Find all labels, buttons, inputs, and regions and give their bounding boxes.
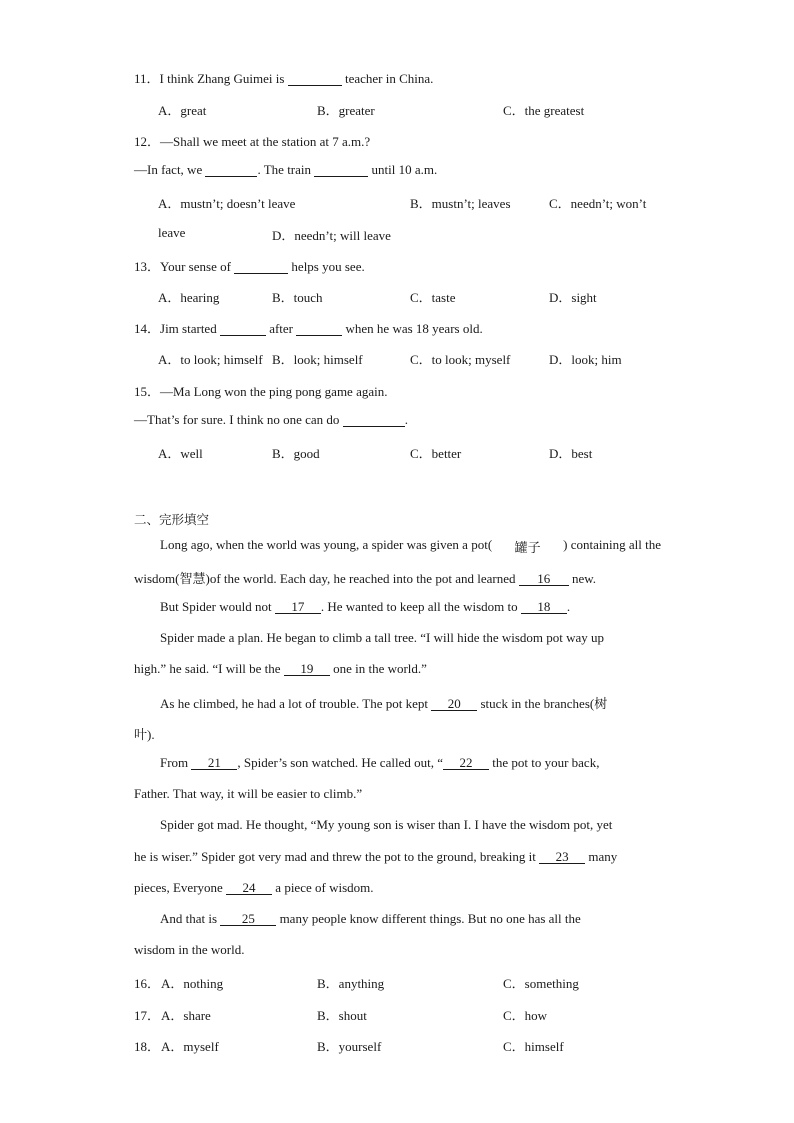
- question-12-line2: [134, 162, 437, 178]
- answer-blank: [205, 164, 257, 177]
- passage-line: wisdom(智慧)of the world. Each day, he reached into the pot and learned 16 new.: [134, 571, 597, 586]
- passage-line: From 21 , Spider’s son watched. He called out, “ 22 the pot to your back,: [160, 755, 600, 770]
- passage-line: But Spider would not 17 . He wanted to keep all the wisdom to 18 .: [160, 599, 571, 614]
- question-number: 12．: [134, 134, 161, 149]
- blank-25[interactable]: 25: [220, 913, 276, 926]
- blank-24[interactable]: 24: [226, 882, 272, 895]
- option-c[interactable]: C．something: [503, 976, 579, 991]
- option-b[interactable]: B．mustn’t; leaves: [410, 196, 511, 211]
- option-c[interactable]: C．better: [410, 446, 462, 461]
- answer-blank: [220, 323, 266, 336]
- passage-line: Spider made a plan. He began to climb a tall tree. “I will hide the wisdom pot way up: [160, 630, 605, 645]
- blank-23[interactable]: 23: [539, 851, 585, 864]
- passage-line: 叶).: [134, 727, 155, 742]
- passage-line: high.” he said. “I will be the 19 one in the world.”: [134, 661, 427, 676]
- question-11-stem: [134, 68, 433, 87]
- option-d[interactable]: D．needn’t; will leave: [272, 228, 391, 243]
- option-c-continued: leave: [158, 225, 186, 240]
- stem-text: teacher in China.: [344, 71, 434, 86]
- question-number: 14．: [134, 321, 161, 336]
- blank-20[interactable]: 20: [431, 698, 477, 711]
- option-d[interactable]: D．best: [549, 446, 593, 461]
- blank-17[interactable]: 17: [275, 601, 321, 614]
- option-a[interactable]: A．myself: [161, 1039, 219, 1054]
- option-b[interactable]: B．shout: [317, 1008, 367, 1023]
- answer-blank: [343, 414, 405, 427]
- blank-18[interactable]: 18: [521, 601, 567, 614]
- option-c[interactable]: C．how: [503, 1008, 548, 1023]
- stem-text: until 10 a.m.: [371, 162, 438, 177]
- blank-22[interactable]: 22: [443, 757, 489, 770]
- stem-text: helps you see.: [291, 259, 365, 274]
- passage-line: he is wiser.” Spider got very mad and threw the pot to the ground, breaking it 23 many: [134, 849, 618, 864]
- option-c[interactable]: C．to look; myself: [410, 352, 511, 367]
- stem-text: —That’s for sure. I think no one can do: [134, 412, 340, 427]
- option-a[interactable]: A．great: [158, 103, 207, 118]
- option-c[interactable]: C．taste: [410, 290, 456, 305]
- option-b[interactable]: B．yourself: [317, 1039, 382, 1054]
- option-b[interactable]: B．good: [272, 446, 320, 461]
- blank-19[interactable]: 19: [284, 663, 330, 676]
- option-c[interactable]: C．the greatest: [503, 103, 585, 118]
- stem-text: after: [269, 321, 294, 336]
- stem-text: I think Zhang Guimei is: [159, 71, 285, 86]
- question-16-number: 16．: [134, 976, 161, 991]
- passage-line: wisdom in the world.: [134, 942, 245, 957]
- option-d[interactable]: D．sight: [549, 290, 597, 305]
- passage-line: pieces, Everyone 24 a piece of wisdom.: [134, 880, 374, 895]
- option-a[interactable]: A．share: [161, 1008, 211, 1023]
- option-a[interactable]: A．nothing: [161, 976, 224, 991]
- option-a[interactable]: A．hearing: [158, 290, 220, 305]
- answer-blank: [288, 73, 342, 86]
- option-b[interactable]: B．anything: [317, 976, 385, 991]
- question-13-stem: [134, 256, 365, 275]
- option-b[interactable]: B．look; himself: [272, 352, 363, 367]
- stem-text: —Ma Long won the ping pong game again.: [160, 384, 388, 399]
- question-15-line2: [134, 412, 408, 428]
- question-12-stem: [134, 131, 370, 150]
- passage-line: Father. That way, it will be easier to climb.”: [134, 786, 363, 801]
- option-b[interactable]: B．greater: [317, 103, 375, 118]
- answer-blank: [296, 323, 342, 336]
- option-a[interactable]: A．to look; himself: [158, 352, 263, 367]
- question-18-number: 18．: [134, 1039, 161, 1054]
- question-15-stem: [134, 381, 387, 400]
- answer-blank: [234, 261, 288, 274]
- passage-line: And that is 25 many people know different things. But no one has all the: [160, 911, 581, 926]
- question-17-number: 17．: [134, 1008, 161, 1023]
- stem-text: Your sense of: [160, 259, 231, 274]
- question-14-stem: [134, 318, 483, 337]
- option-c[interactable]: C．needn’t; won’t: [549, 196, 647, 211]
- question-number: 11．: [134, 71, 160, 86]
- section-title: 二、完形填空: [134, 512, 210, 527]
- option-d[interactable]: D．look; him: [549, 352, 622, 367]
- option-b[interactable]: B．touch: [272, 290, 323, 305]
- option-c[interactable]: C．himself: [503, 1039, 564, 1054]
- passage-line: Spider got mad. He thought, “My young son is wiser than I. I have the wisdom pot, yet: [160, 817, 613, 832]
- stem-text: —Shall we meet at the station at 7 a.m.?: [160, 134, 371, 149]
- question-number: 13．: [134, 259, 161, 274]
- stem-text: Jim started: [160, 321, 217, 336]
- stem-text: .: [404, 412, 408, 427]
- stem-text: —In fact, we: [134, 162, 203, 177]
- blank-21[interactable]: 21: [191, 757, 237, 770]
- option-a[interactable]: A．well: [158, 446, 203, 461]
- passage-line: As he climbed, he had a lot of trouble. The pot kept 20 stuck in the branches(树: [160, 696, 608, 711]
- blank-16[interactable]: 16: [519, 573, 569, 586]
- answer-blank: [314, 164, 368, 177]
- stem-text: when he was 18 years old.: [345, 321, 483, 336]
- stem-text: . The train: [257, 162, 312, 177]
- question-number: 15．: [134, 384, 161, 399]
- passage-line: Long ago, when the world was young, a spider was given a pot( 罐子 ) containing all the: [160, 537, 661, 555]
- option-a[interactable]: A．mustn’t; doesn’t leave: [158, 196, 296, 211]
